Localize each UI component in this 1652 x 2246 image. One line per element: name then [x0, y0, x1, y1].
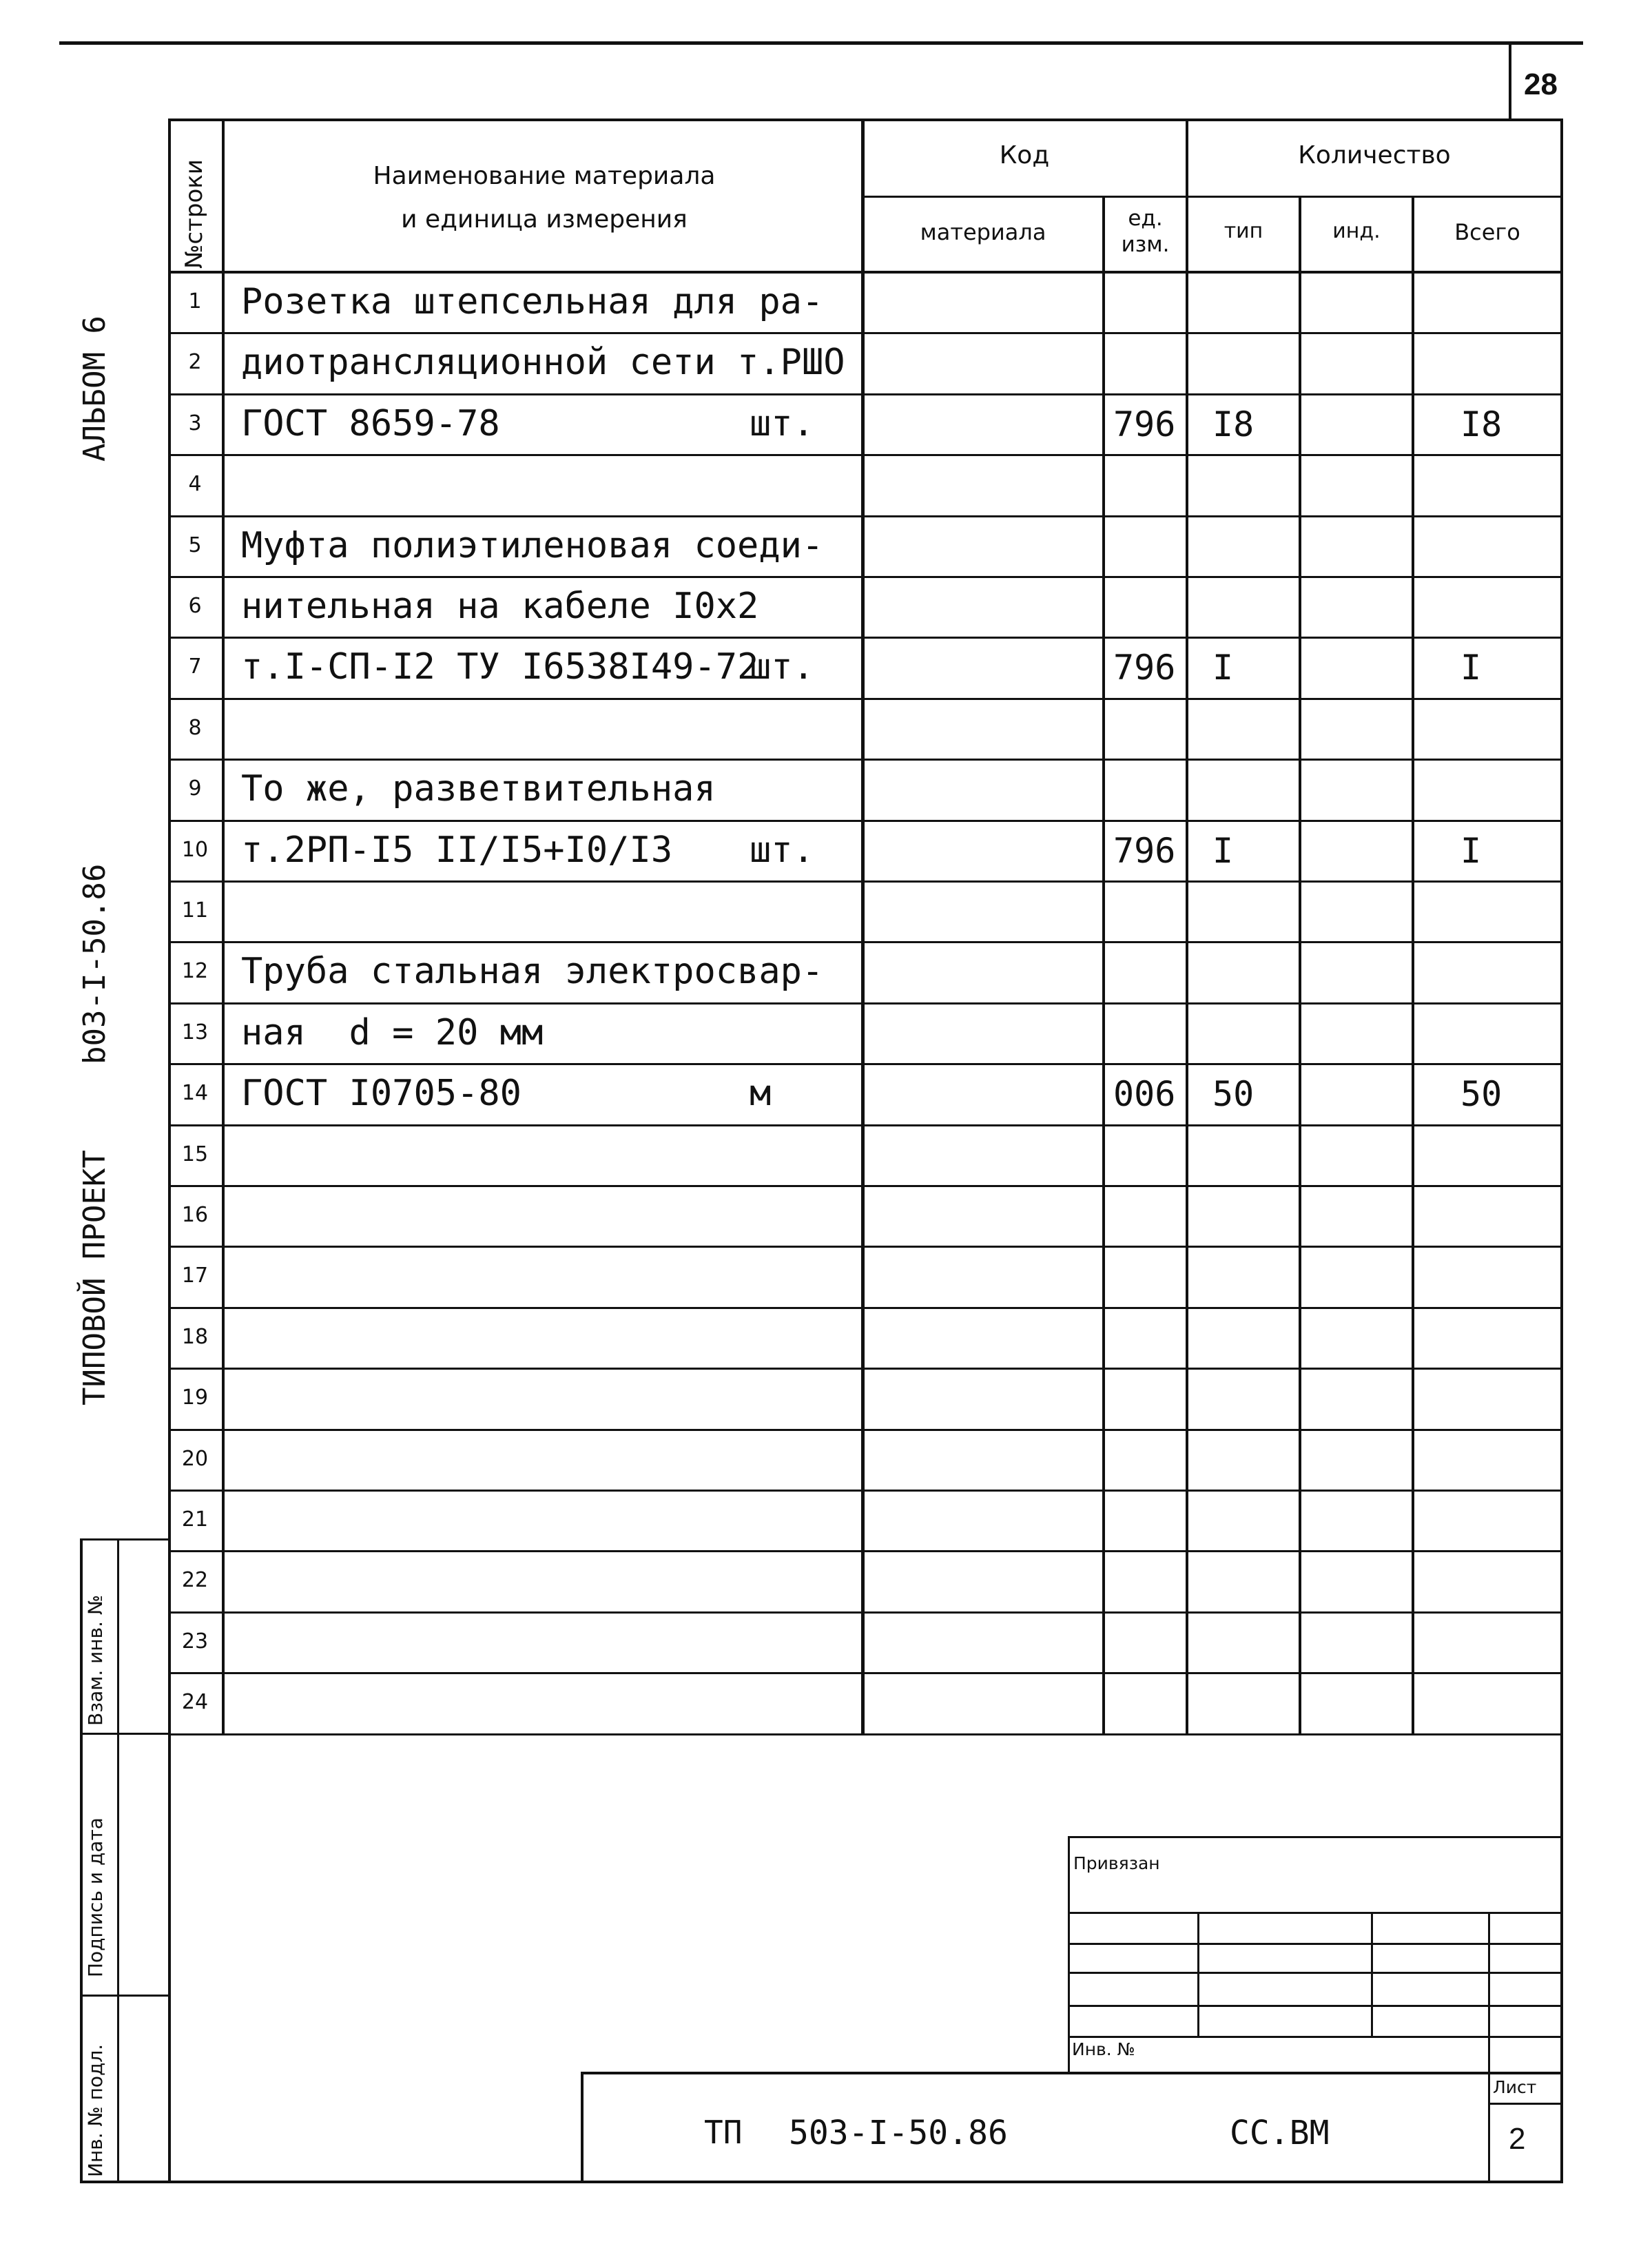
row-number: 9 [188, 776, 202, 801]
row-name: Труба стальная электросвар- [241, 951, 824, 992]
row-line [168, 1185, 1563, 1187]
row-name: ГОСТ I0705-80 [241, 1073, 522, 1114]
bound-col-2 [1371, 1912, 1373, 2036]
row-name: т.I-СП-I2 ТУ I6538I49-72 [241, 646, 759, 688]
sheet-number: 2 [1509, 2122, 1526, 2156]
row-qty-total: I [1460, 648, 1482, 688]
bound-col-3 [1488, 1912, 1490, 2181]
row-name: То же, разветвительная [241, 768, 716, 810]
row-unit: шт. [750, 830, 814, 871]
row-qty-total: I8 [1460, 404, 1503, 444]
row-number: 1 [188, 289, 202, 313]
stamp-label-inv-orig: Инв. № подл. [84, 2043, 107, 2177]
stamp-divider-2 [80, 1733, 169, 1735]
row-number: 2 [188, 350, 202, 374]
row-unit-code: 796 [1113, 831, 1176, 871]
col-line-rownum [222, 119, 225, 1734]
side-project-code: b03-I-50.86 [77, 863, 112, 1064]
doc-mark: СС.ВМ [1230, 2114, 1330, 2152]
stamp-divider-3 [80, 1995, 169, 1997]
row-line [168, 941, 1563, 943]
row-line [168, 576, 1563, 578]
page-number: 28 [1524, 68, 1558, 101]
row-name: т.2РП-I5 II/I5+I0/I3 [241, 830, 673, 871]
col-line-code-material [1102, 197, 1105, 1734]
row-unit: шт. [750, 403, 814, 444]
header-qty-total: Всего [1454, 219, 1520, 245]
header-subdivider-qty [1187, 196, 1562, 198]
bound-box-left [1068, 1836, 1070, 2074]
header-qty-type: тип [1223, 219, 1263, 243]
stamp-column-left [80, 1538, 83, 2182]
row-number: 18 [181, 1325, 209, 1349]
row-line [168, 454, 1563, 456]
row-name: диотрансляционной сети т.РШО [241, 342, 845, 383]
row-line [168, 1307, 1563, 1309]
row-name: ная d = 20 мм [241, 1012, 544, 1053]
header-code-material: материала [920, 219, 1046, 245]
row-line [168, 820, 1563, 822]
col-line-name [861, 119, 865, 1734]
row-number: 13 [181, 1020, 209, 1044]
row-line [168, 1063, 1563, 1065]
row-qty-total: I [1460, 831, 1482, 871]
row-qty-type: I [1212, 648, 1234, 688]
row-unit-code: 796 [1113, 648, 1176, 688]
row-name: ГОСТ 8659-78 [241, 403, 500, 444]
row-name: Розетка штепсельная для ра- [241, 281, 824, 322]
page-number-box-left [1509, 43, 1511, 119]
sheet-label-divider [1488, 2103, 1562, 2105]
row-name: нительная на кабеле I0x2 [241, 586, 759, 627]
header-name-line1: Наименование материала [373, 162, 716, 190]
row-line [168, 1611, 1563, 1614]
row-line [168, 637, 1563, 639]
frame-bottom [80, 2181, 1563, 2183]
row-number: 5 [188, 533, 202, 557]
row-line [168, 1672, 1563, 1674]
row-number: 3 [188, 411, 202, 435]
row-number: 24 [181, 1690, 209, 1714]
sheet-label: Лист [1493, 2077, 1537, 2097]
header-quantity: Количество [1298, 141, 1451, 169]
col-line-code-unit [1186, 119, 1188, 1734]
row-unit-code: 796 [1113, 404, 1176, 444]
row-line [168, 880, 1563, 883]
stamp-column-mid [117, 1538, 119, 2182]
col-line-type [1299, 197, 1301, 1734]
row-number: 7 [188, 655, 202, 679]
stamp-label-replaced: Взам. инв. № [84, 1594, 107, 1726]
row-number: 17 [181, 1264, 209, 1288]
frame-right [1560, 119, 1563, 2182]
inv-label: Инв. № [1072, 2039, 1135, 2059]
stamp-divider-1 [80, 1538, 169, 1541]
row-line [168, 1002, 1563, 1004]
row-line [168, 1368, 1563, 1370]
row-qty-type: I8 [1212, 404, 1255, 444]
row-number: 6 [188, 594, 202, 618]
header-bottom-line [168, 271, 1563, 274]
project-prefix: ТП [704, 2114, 743, 2151]
side-album: АЛЬБОМ 6 [77, 316, 112, 462]
row-number: 19 [181, 1385, 209, 1410]
row-number: 12 [181, 959, 209, 983]
row-name: Муфта полиэтиленовая соеди- [241, 525, 824, 566]
row-unit: шт. [750, 646, 814, 688]
row-number: 14 [181, 1081, 209, 1105]
row-number: 21 [181, 1507, 209, 1532]
row-number: 16 [181, 1203, 209, 1227]
row-unit-code: 006 [1113, 1074, 1176, 1114]
title-block-top [581, 2072, 1562, 2074]
row-number: 4 [188, 472, 202, 496]
bound-col-1 [1197, 1912, 1199, 2036]
row-qty-type: 50 [1212, 1074, 1255, 1114]
row-number: 20 [181, 1447, 209, 1471]
row-qty-total: 50 [1460, 1074, 1503, 1114]
row-line [168, 698, 1563, 700]
row-number: 23 [181, 1629, 209, 1653]
row-unit: м [750, 1073, 772, 1114]
project-number: 503-I-50.86 [789, 2114, 1008, 2152]
header-code: Код [999, 141, 1050, 169]
header-subdivider-code [863, 196, 1186, 198]
top-rule [59, 41, 1583, 45]
header-code-unit: ед. изм. [1121, 206, 1170, 257]
row-line [168, 332, 1563, 334]
row-line [168, 1733, 1563, 1735]
row-line [168, 393, 1563, 395]
stamp-label-signature: Подпись и дата [84, 1817, 107, 1977]
row-number: 15 [181, 1142, 209, 1166]
row-line [168, 1246, 1563, 1248]
header-name-line2: и единица измерения [401, 205, 688, 234]
frame-top [168, 119, 1563, 121]
row-line [168, 1124, 1563, 1126]
row-number: 10 [181, 838, 209, 862]
bound-label: Привязан [1073, 1853, 1160, 1873]
row-line [168, 759, 1563, 761]
row-line [168, 1550, 1563, 1552]
row-line [168, 1490, 1563, 1492]
row-qty-type: I [1212, 831, 1234, 871]
col-line-ind [1412, 197, 1414, 1734]
side-project-type: ТИПОВОЙ ПРОЕКТ [77, 1150, 112, 1405]
row-line [168, 1429, 1563, 1431]
row-number: 8 [188, 716, 202, 740]
header-row-no: №строки [180, 159, 208, 269]
row-line [168, 515, 1563, 517]
row-number: 22 [181, 1568, 209, 1592]
row-number: 11 [181, 898, 209, 923]
title-block-left [581, 2072, 584, 2182]
header-qty-ind: инд. [1332, 219, 1381, 243]
bound-box-top [1068, 1836, 1562, 1838]
